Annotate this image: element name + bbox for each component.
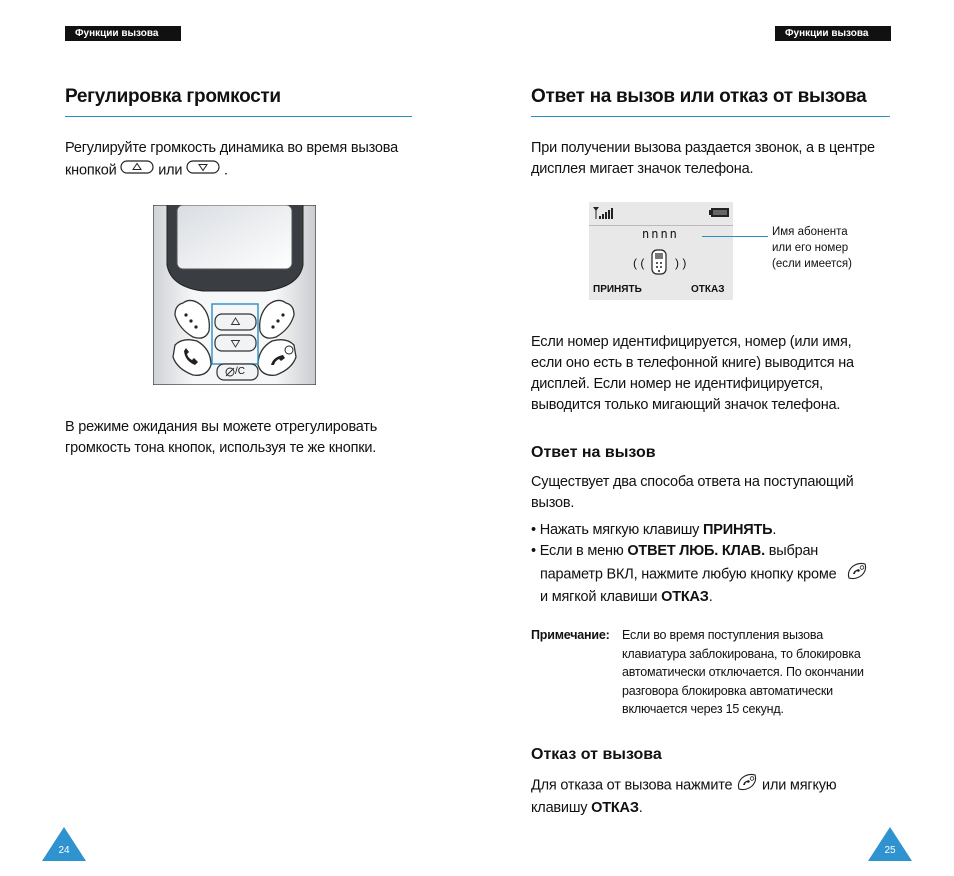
phone-keypad-illustration bbox=[153, 205, 316, 385]
page-number-text: 24 bbox=[58, 845, 70, 856]
left-intro bbox=[65, 138, 425, 182]
note-line: клавиатура заблокирована, то блокировка bbox=[622, 646, 861, 661]
left-standby-line1: В режиме ожидания вы можете отрегулировать bbox=[65, 419, 378, 435]
bullet2-line3-text: и мягкой клавиши bbox=[540, 589, 662, 605]
bullet2-line2: параметр ВКЛ, нажмите любую кнопку кроме bbox=[540, 566, 837, 583]
caller-number: nnnn bbox=[642, 227, 679, 241]
bullet2-line2-row bbox=[531, 562, 901, 587]
end-key-icon bbox=[846, 562, 868, 587]
volume-down-key-icon bbox=[186, 159, 220, 182]
left-standby-line2: громкость тона кнопок, используя те же кнопки. bbox=[65, 440, 377, 456]
battery-icon bbox=[709, 208, 729, 217]
bullet1-end: . bbox=[772, 522, 777, 538]
ring-right-waves: ) ) bbox=[675, 256, 687, 270]
reject-heading: Отказ от вызова bbox=[531, 746, 662, 763]
reject-line2-a: клавишу bbox=[531, 800, 592, 816]
note-line: автоматически отключается. По окончании bbox=[622, 665, 864, 679]
reject-line1 bbox=[531, 773, 901, 798]
bullet1-text: • Нажать мягкую клавишу bbox=[531, 522, 704, 538]
left-intro-text-c: . bbox=[223, 162, 228, 179]
section-tag-right: Функции вызова bbox=[775, 26, 891, 41]
page-number-right bbox=[868, 827, 912, 861]
reject-line1-a: Для отказа от вызова нажмите bbox=[531, 777, 733, 794]
left-standby-text bbox=[65, 417, 425, 459]
callout-line bbox=[702, 236, 768, 237]
ident-paragraph bbox=[531, 332, 901, 416]
callout-text bbox=[772, 224, 852, 272]
display-divider bbox=[589, 225, 733, 226]
volume-up-key-icon bbox=[120, 159, 154, 182]
page-title-left: Регулировка громкости bbox=[65, 86, 281, 107]
page-number-text: 25 bbox=[884, 845, 896, 856]
ring-left-waves: ( ( bbox=[633, 256, 645, 270]
answer-intro-line1: Существует два способа ответа на поступающий bbox=[531, 474, 854, 490]
bullet2-line3-row bbox=[531, 587, 901, 608]
reject-line1-b: или мягкую bbox=[762, 777, 837, 794]
title-rule-left bbox=[65, 116, 412, 117]
answer-bullets bbox=[531, 520, 901, 608]
note-line: включается через 15 секунд. bbox=[622, 702, 784, 716]
left-intro-text-a: кнопкой bbox=[65, 162, 117, 179]
bullet2-line3-end: . bbox=[708, 589, 713, 605]
left-intro-text-b: или bbox=[158, 162, 183, 179]
reject-paragraph bbox=[531, 773, 901, 819]
right-intro-line2: дисплея мигает значок телефона. bbox=[531, 161, 754, 177]
right-intro-line1: При получении вызова раздается звонок, а в центре bbox=[531, 140, 875, 156]
ident-line: выводится только мигающий значок телефона. bbox=[531, 397, 841, 413]
answer-intro-line2: вызов. bbox=[531, 495, 575, 511]
callout-line2: или его номер bbox=[772, 242, 849, 254]
section-tag-left: Функции вызова bbox=[65, 26, 181, 41]
ident-line: дисплей. Если номер не идентифицируется, bbox=[531, 376, 823, 392]
note-line: Если во время поступления вызова bbox=[622, 628, 823, 642]
clear-key-label: /C bbox=[235, 366, 245, 377]
reject-line2 bbox=[531, 798, 901, 819]
left-intro-line2 bbox=[65, 159, 425, 182]
callout-line3: (если имеется) bbox=[772, 258, 852, 270]
bullet1-key: ПРИНЯТЬ bbox=[703, 522, 773, 538]
incoming-call-display bbox=[589, 202, 733, 300]
answer-heading: Ответ на вызов bbox=[531, 444, 656, 461]
note-body bbox=[622, 626, 902, 719]
reject-line2-end: . bbox=[638, 800, 643, 816]
bullet2-menu: ОТВЕТ ЛЮБ. КЛАВ. bbox=[627, 543, 765, 559]
answer-intro bbox=[531, 472, 901, 514]
ident-line: если оно есть в телефонной книге) выводится на bbox=[531, 355, 854, 371]
note-line: разговора блокировка автоматически bbox=[622, 683, 833, 698]
bullet2-line3-key: ОТКАЗ bbox=[661, 589, 709, 605]
title-rule-right bbox=[531, 116, 890, 117]
bullet2-end: выбран bbox=[764, 543, 819, 559]
bullet-anykey bbox=[531, 541, 901, 562]
ringing-phone-icon bbox=[651, 249, 667, 275]
page-number-left bbox=[42, 827, 86, 861]
end-key-icon bbox=[736, 773, 758, 798]
signal-strength-icon bbox=[592, 206, 618, 220]
reject-line2-key: ОТКАЗ bbox=[591, 800, 639, 816]
callout-line1: Имя абонента bbox=[772, 226, 848, 238]
softkey-reject: ОТКАЗ bbox=[691, 284, 725, 295]
page-title-right: Ответ на вызов или отказ от вызова bbox=[531, 86, 867, 107]
bullet-accept bbox=[531, 520, 901, 541]
note-label: Примечание: bbox=[531, 628, 610, 642]
right-intro bbox=[531, 138, 901, 180]
left-intro-line1: Регулируйте громкость динамика во время вызова bbox=[65, 140, 398, 156]
softkey-accept: ПРИНЯТЬ bbox=[593, 284, 642, 295]
bullet2-text: • Если в меню bbox=[531, 543, 628, 559]
ident-line: Если номер идентифицируется, номер (или имя, bbox=[531, 334, 852, 350]
